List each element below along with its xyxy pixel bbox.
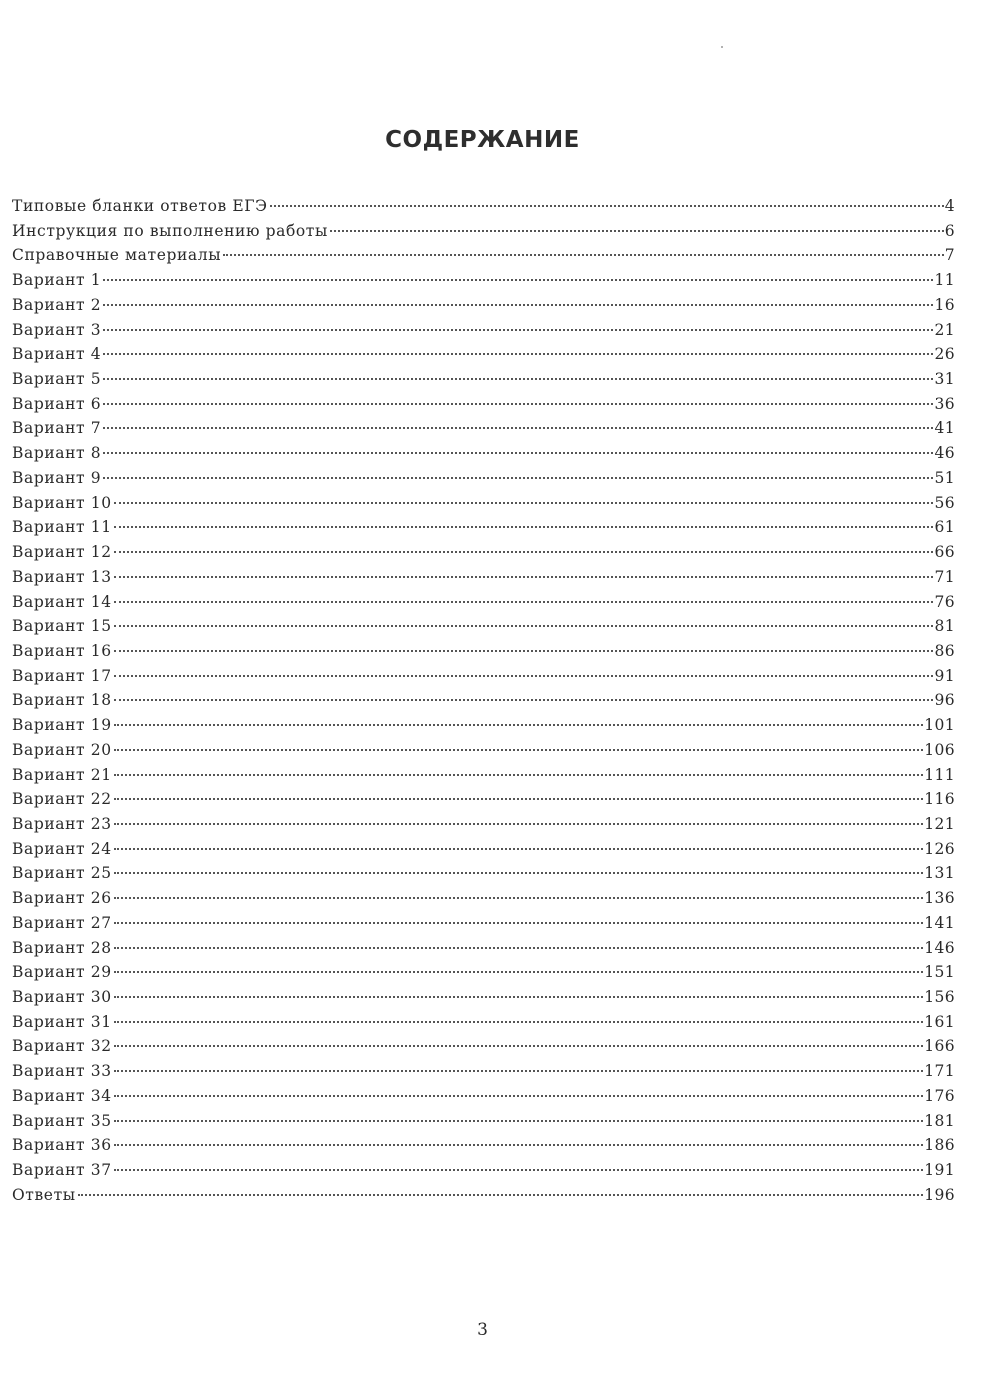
- dot-leader: [114, 675, 934, 677]
- toc-entry-label: Вариант 29: [12, 963, 112, 982]
- toc-entry[interactable]: [12, 713, 955, 738]
- toc-entry-page: 7: [944, 246, 955, 265]
- toc-entry-page: 81: [934, 617, 955, 636]
- toc-entry-page: 161: [924, 1012, 955, 1031]
- dot-leader: [114, 502, 934, 504]
- toc-entry-page: 141: [924, 913, 955, 932]
- dot-leader: [103, 403, 933, 405]
- toc-entry-page: 6: [944, 221, 955, 240]
- toc-entry[interactable]: [12, 911, 955, 936]
- toc-entry-label: Вариант 25: [12, 864, 112, 883]
- toc-entry[interactable]: [12, 441, 955, 466]
- dot-leader: [114, 1021, 924, 1023]
- toc-entry-page: 11: [934, 271, 955, 290]
- toc-entry-label: Справочные материалы: [12, 246, 222, 265]
- toc-entry-page: 46: [934, 444, 955, 463]
- toc-entry-page: 196: [924, 1185, 955, 1204]
- toc-entry-page: 61: [934, 518, 955, 537]
- dot-leader: [114, 699, 934, 701]
- toc-entry[interactable]: [12, 318, 955, 343]
- toc-entry-page: 136: [924, 889, 955, 908]
- toc-entry[interactable]: [12, 936, 955, 961]
- toc-entry-page: 156: [924, 988, 955, 1006]
- toc-entry-label: Вариант 7: [12, 419, 102, 438]
- toc-entry-page: 146: [924, 938, 955, 957]
- toc-entry-page: 71: [934, 567, 955, 586]
- toc-entry-page: 171: [924, 1062, 955, 1081]
- dot-leader: [114, 625, 934, 627]
- dot-leader: [114, 526, 934, 528]
- dot-leader: [270, 205, 944, 207]
- toc-entry-label: Вариант 12: [12, 543, 112, 562]
- toc-entry[interactable]: [12, 1034, 955, 1059]
- toc-entry-label: Вариант 17: [12, 666, 112, 685]
- toc-entry-page: 176: [924, 1086, 955, 1105]
- toc-entry-page: 56: [934, 493, 955, 512]
- dot-leader: [330, 230, 944, 232]
- toc-entry[interactable]: [12, 392, 955, 417]
- dot-leader: [114, 947, 924, 949]
- toc-entry[interactable]: [12, 812, 955, 837]
- toc-entry-label: Вариант 27: [12, 913, 112, 932]
- toc-entry-page: 26: [934, 345, 955, 364]
- toc-entry-label: Вариант 2: [12, 295, 102, 314]
- toc-entry[interactable]: [12, 837, 955, 862]
- dot-leader: [114, 774, 924, 776]
- toc-entry-page: 66: [934, 543, 955, 562]
- toc-entry[interactable]: [12, 960, 955, 985]
- toc-entry[interactable]: [12, 1010, 955, 1035]
- toc-entry[interactable]: [12, 590, 955, 615]
- dot-leader: [103, 452, 933, 454]
- toc-entry-label: Вариант 36: [12, 1136, 112, 1155]
- toc-entry-label: Вариант 13: [12, 567, 112, 586]
- toc-entry-page: 181: [924, 1111, 955, 1130]
- dot-leader: [103, 353, 933, 355]
- toc-entry-label: Вариант 22: [12, 790, 112, 809]
- toc-entry-label: Вариант 1: [12, 271, 102, 290]
- toc-entry[interactable]: [12, 688, 955, 713]
- toc-entry[interactable]: [12, 1183, 955, 1208]
- toc-entry-label: Вариант 20: [12, 740, 112, 759]
- dot-leader: [114, 1095, 924, 1097]
- toc-entry[interactable]: [12, 1084, 955, 1109]
- toc-entry-label: Вариант 37: [12, 1161, 112, 1180]
- dot-leader: [114, 1070, 924, 1072]
- dot-leader: [114, 848, 924, 850]
- toc-entry[interactable]: [12, 614, 955, 639]
- dot-leader: [103, 477, 933, 479]
- toc-entry[interactable]: [12, 639, 955, 664]
- dot-leader: [78, 1194, 924, 1196]
- toc-entry-page: 31: [934, 370, 955, 389]
- toc-entry-page: 86: [934, 641, 955, 660]
- toc-entry-page: 151: [924, 963, 955, 982]
- toc-entry-label: Вариант 8: [12, 444, 102, 463]
- dot-leader: [114, 551, 934, 553]
- toc-entry-page: 4: [944, 197, 955, 215]
- toc-entry-label: Вариант 21: [12, 765, 112, 784]
- toc-entry-label: Вариант 19: [12, 716, 112, 735]
- toc-entry[interactable]: [12, 1059, 955, 1084]
- toc-entry-label: Вариант 4: [12, 345, 102, 364]
- toc-entry-page: 186: [924, 1136, 955, 1155]
- toc-entry[interactable]: [12, 861, 955, 886]
- dot-leader: [103, 279, 933, 281]
- dot-leader: [114, 724, 924, 726]
- toc-entry-page: 101: [924, 716, 955, 735]
- dot-leader: [103, 378, 933, 380]
- dot-leader: [114, 749, 924, 751]
- toc-entry[interactable]: [12, 268, 955, 293]
- toc-entry[interactable]: [12, 738, 955, 763]
- toc-entry-label: Вариант 10: [12, 493, 112, 512]
- toc-entry-page: 116: [924, 790, 955, 809]
- dot-leader: [103, 329, 933, 331]
- toc-entry-label: Вариант 9: [12, 468, 102, 487]
- toc-entry[interactable]: [12, 219, 955, 244]
- toc-entry-page: 106: [924, 740, 955, 759]
- toc-entry-page: 166: [924, 1037, 955, 1056]
- table-of-contents: [12, 194, 955, 1207]
- toc-entry-page: 96: [934, 691, 955, 710]
- toc-entry-label: Вариант 18: [12, 691, 112, 710]
- dot-leader: [114, 601, 934, 603]
- page-title: СОДЕРЖАНИЕ: [385, 127, 580, 154]
- dot-leader: [114, 1120, 924, 1122]
- toc-entry[interactable]: [12, 416, 955, 441]
- dot-leader: [103, 304, 933, 306]
- toc-entry[interactable]: [12, 763, 955, 788]
- dot-leader: [114, 872, 924, 874]
- print-speck: [721, 46, 723, 48]
- toc-entry-label: Ответы: [12, 1185, 76, 1204]
- toc-entry-label: Вариант 6: [12, 394, 102, 413]
- toc-entry-label: Вариант 24: [12, 839, 112, 858]
- dot-leader: [114, 1169, 924, 1171]
- dot-leader: [114, 798, 924, 800]
- dot-leader: [114, 823, 924, 825]
- toc-entry-label: Вариант 23: [12, 814, 112, 833]
- toc-entry-page: 76: [934, 592, 955, 611]
- toc-entry[interactable]: [12, 985, 955, 1010]
- toc-entry-page: 36: [934, 394, 955, 413]
- dot-leader: [114, 922, 924, 924]
- toc-entry-label: Вариант 30: [12, 988, 112, 1006]
- dot-leader: [114, 971, 924, 973]
- toc-entry[interactable]: [12, 243, 955, 268]
- toc-entry-label: Вариант 14: [12, 592, 112, 611]
- toc-entry-label: Вариант 34: [12, 1086, 112, 1105]
- dot-leader: [114, 996, 924, 998]
- toc-entry[interactable]: [12, 293, 955, 318]
- dot-leader: [114, 897, 924, 899]
- toc-entry-label: Вариант 32: [12, 1037, 112, 1056]
- toc-entry-page: 21: [934, 320, 955, 339]
- toc-entry-page: 41: [934, 419, 955, 438]
- toc-entry-page: 126: [924, 839, 955, 858]
- toc-entry-page: 51: [934, 468, 955, 487]
- toc-entry[interactable]: [12, 1133, 955, 1158]
- dot-leader: [103, 427, 933, 429]
- toc-entry-label: Вариант 15: [12, 617, 112, 636]
- toc-entry-label: Вариант 28: [12, 938, 112, 957]
- dot-leader: [114, 1144, 924, 1146]
- toc-entry[interactable]: [12, 1109, 955, 1134]
- toc-entry-label: Вариант 3: [12, 320, 102, 339]
- toc-entry[interactable]: [12, 886, 955, 911]
- page-number: 3: [477, 1320, 488, 1340]
- toc-entry[interactable]: [12, 565, 955, 590]
- toc-entry-page: 91: [934, 666, 955, 685]
- toc-entry[interactable]: [12, 1158, 955, 1183]
- toc-entry-label: Вариант 16: [12, 641, 112, 660]
- toc-entry-page: 131: [924, 864, 955, 883]
- toc-entry[interactable]: [12, 491, 955, 516]
- toc-entry[interactable]: [12, 787, 955, 812]
- toc-entry[interactable]: [12, 466, 955, 491]
- dot-leader: [223, 254, 944, 256]
- toc-entry-label: Вариант 33: [12, 1062, 112, 1081]
- toc-entry-label: Вариант 26: [12, 889, 112, 908]
- toc-entry-page: 121: [924, 814, 955, 833]
- toc-entry-page: 111: [924, 765, 955, 784]
- toc-entry[interactable]: [12, 664, 955, 689]
- dot-leader: [114, 650, 934, 652]
- toc-entry-page: 191: [924, 1161, 955, 1180]
- toc-entry-label: Инструкция по выполнению работы: [12, 221, 328, 240]
- toc-entry-label: Вариант 35: [12, 1111, 112, 1130]
- toc-entry[interactable]: [12, 342, 955, 367]
- toc-entry[interactable]: [12, 367, 955, 392]
- toc-entry[interactable]: [12, 515, 955, 540]
- toc-entry[interactable]: [12, 194, 955, 219]
- toc-entry-label: Вариант 11: [12, 518, 112, 537]
- toc-entry-page: 16: [934, 295, 955, 314]
- toc-entry-label: Типовые бланки ответов ЕГЭ: [12, 197, 268, 215]
- toc-entry[interactable]: [12, 540, 955, 565]
- toc-entry-label: Вариант 31: [12, 1012, 112, 1031]
- dot-leader: [114, 576, 934, 578]
- dot-leader: [114, 1045, 924, 1047]
- toc-entry-label: Вариант 5: [12, 370, 102, 389]
